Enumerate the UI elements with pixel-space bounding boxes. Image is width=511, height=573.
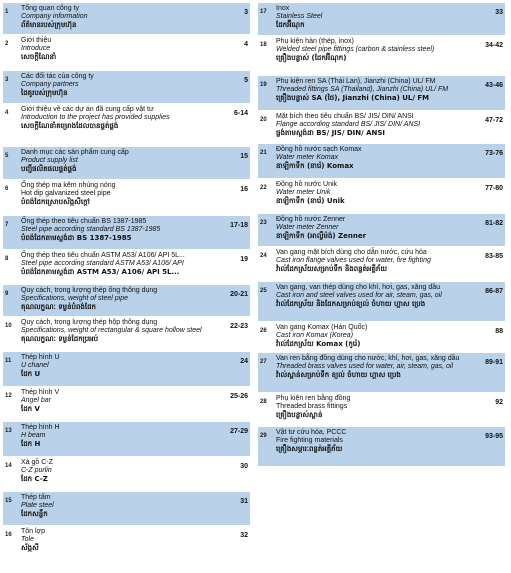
title-khmer: ស័ង្កសី [21,544,39,552]
title-english: Fire fighting materials [276,437,343,444]
entry-number: 29 [260,433,267,439]
title-khmer: វ៉ាល់ស្ពាន់សម្រាប់ទឹក ខ្យល់ ចំហាយ ហ្គាស ប្រេង [276,371,401,379]
title-english: U chanel [21,362,49,369]
toc-entry[interactable] [3,147,250,180]
entry-titles [276,284,477,308]
title-khmer: វ៉ាល់ដែកស្រ័យ និងដែកសម្រាប់ខ្យល់ ចំហាយ ហ្គាស ប្រេង [276,300,426,308]
title-khmer: វ៉ាល់ដែកស្រ័យ Komax (កូរ៉េ) [276,340,361,348]
title-vietnamese: Các đối tác của công ty [21,73,94,80]
page-number: 34-42 [485,42,503,49]
toc-right-column [258,3,505,467]
entry-number: 9 [5,291,9,297]
title-khmer: ដែកអ៊ីណុក [276,21,305,29]
title-english: Plate steel [21,502,54,509]
entry-number: 10 [5,323,12,329]
title-vietnamese: Quy cách, trọng lượng thép ống thông dụng [21,287,158,294]
title-english: Company information [21,13,88,20]
title-khmer: គុណលក្ខណៈ ទម្ងន់ដែកប្រអប់ [21,335,99,343]
title-khmer: នាឡិកាទឹក (អាល្លឺម៉ង់) Zenner [276,232,367,240]
title-vietnamese: Phụ kiện ren SA (Thái Lan), Jianzhi (China) UL/ FM [276,78,436,85]
entry-titles [276,249,477,273]
entry-titles [276,181,477,205]
toc-entry[interactable] [3,250,250,285]
title-english: Angel bar [21,397,51,404]
title-vietnamese: Ống thép mạ kẽm nhúng nóng [21,182,116,189]
title-vietnamese: Van gang, van thép dùng cho khí, hơi, gas, xăng dầu [276,284,441,291]
title-khmer: ដែកសន្លឹក [21,510,48,518]
page-number: 30 [240,463,248,470]
page-number: 5 [244,77,248,84]
title-english: Specifications, weight of steel pipe [21,295,129,302]
page-number: 83-85 [485,253,503,260]
entry-number: 5 [5,153,9,159]
title-english: Introduce [21,45,51,52]
page-number: 17-18 [230,222,248,229]
title-khmer: គុណលក្ខណៈ ទម្ងន់បំពង់ដែក [21,303,96,311]
title-khmer: នាឡិកាទឹក (ខារ៉េ) Unik [276,197,345,205]
title-english: Threaded brass fittings [276,403,348,410]
title-english: Water meter Komax [276,154,339,161]
toc-left-column [3,3,250,557]
entry-number: 23 [260,220,267,226]
toc-entry[interactable] [258,3,505,36]
entry-number: 26 [260,328,267,334]
title-english: Tole [21,536,34,543]
entry-number: 17 [260,9,267,15]
title-vietnamese: Phụ kiện ren bằng đồng [276,395,351,402]
entry-number: 11 [5,358,12,364]
toc-entry[interactable] [258,36,505,76]
page-number: 27-29 [230,428,248,435]
page-number: 32 [240,532,248,539]
entry-number: 18 [260,42,267,48]
title-vietnamese: Đồng hồ nước Zenner [276,216,346,223]
entry-titles [21,319,222,343]
entry-number: 8 [5,256,9,262]
title-vietnamese: Đồng hồ nước sạch Komax [276,146,362,153]
title-vietnamese: Thép hình V [21,389,60,396]
entry-titles [21,106,222,130]
toc-entry[interactable] [3,457,250,492]
toc-entry[interactable] [258,76,505,111]
title-english: Stainless Steel [276,13,323,20]
title-vietnamese: Tôn lợp [21,528,46,535]
title-english: Company partners [21,81,79,88]
entry-titles [21,354,222,378]
toc-entry[interactable] [3,71,250,104]
entry-titles [21,287,222,311]
title-vietnamese: Van gang mặt bích dùng cho dẫn nước, cứu hỏa [276,249,427,256]
entry-titles [21,37,222,61]
title-english: Cast iron Komax (Korea) [276,332,354,339]
title-vietnamese: Ống thép theo tiêu chuẩn ASTM A53/ A106/ API 5L... [21,252,185,259]
entry-number: 1 [5,9,9,15]
title-khmer: ដែក V [21,405,40,413]
page-number: 47-72 [485,117,503,124]
page-number: 25-26 [230,393,248,400]
title-vietnamese: Danh mục các sản phẩm cung cấp [21,149,129,156]
toc-entry[interactable] [258,393,505,427]
title-vietnamese: Tổng quan công ty [21,5,79,12]
page-number: 22-23 [230,323,248,330]
title-khmer: គ្រឿងបន្លាស់ស្ពាន់ [276,411,323,419]
title-khmer: សេចក្តីណែនាំគម្រោងដែលបានផ្គត់ផ្គង់ [21,122,119,130]
entry-number: 25 [260,288,267,294]
title-vietnamese: Xà gồ C-Z [21,459,53,466]
entry-titles [21,73,222,97]
title-vietnamese: Van ren bằng đồng dùng cho nước, khí, hơi, gas, xăng dầu [276,355,460,362]
page-number: 16 [240,186,248,193]
toc-entry[interactable] [3,387,250,422]
entry-number: 20 [260,117,267,123]
title-vietnamese: Thép tấm [21,494,51,501]
entry-number: 15 [5,498,12,504]
title-english: Flange according standard BS/ JIS/ DIN/ ANSI [276,121,421,128]
toc-entry[interactable] [3,35,250,71]
title-khmer: ដៃគូរបស់ក្រុមហ៊ុន [21,89,68,97]
title-khmer: ផ្លង់តាមស្តង់ដា BS/ JIS/ DIN/ ANSI [276,129,386,137]
page-number: 86-87 [485,288,503,295]
entry-number: 4 [5,110,9,116]
entry-titles [276,395,477,419]
title-vietnamese: Thép hình H [21,424,60,431]
toc-entry[interactable] [3,526,250,557]
entry-titles [21,389,222,413]
entry-titles [276,429,477,453]
title-english: Product supply list [21,157,78,164]
entry-titles [21,459,222,483]
title-khmer: គ្រឿងសម្ភារៈពន្លត់អគ្គីភ័យ [276,445,343,453]
entry-titles [276,113,477,137]
toc-entry[interactable] [258,111,505,144]
entry-titles [21,218,222,242]
title-khmer: ដែក H [21,440,41,448]
entry-titles [21,494,222,518]
toc-entry[interactable] [258,427,505,467]
title-khmer: ព័ត៌មានរបស់ក្រុមហ៊ុន [21,21,77,29]
toc-entry[interactable] [258,144,505,179]
page-number: 31 [240,498,248,505]
entry-number: 13 [5,428,12,434]
title-vietnamese: Mặt bích theo tiêu chuẩn BS/ JIS/ DIN/ ANSI [276,113,414,120]
title-khmer: គ្រឿងបន្លាស់ (ដែកអ៊ីណុក) [276,54,347,62]
title-english: Water meter Unik [276,189,331,196]
title-english: Water meter Zenner [276,224,339,231]
toc-entry[interactable] [3,352,250,387]
entry-number: 6 [5,186,9,192]
toc-entry[interactable] [258,322,505,353]
entry-titles [276,355,477,379]
toc-entry[interactable] [3,3,250,35]
title-vietnamese: Giới thiệu [21,37,52,44]
entry-titles [21,5,222,29]
title-english: Steel pipe according standard BS 1387-1985 [21,226,161,233]
entry-number: 24 [260,253,267,259]
page-number: 33 [495,9,503,16]
title-english: H beam [21,432,46,439]
entry-titles [276,78,477,102]
entry-titles [21,182,222,206]
title-khmer: បំពង់ដែកតាមស្តង់ដា ASTM A53/ A106/ API 5L... [21,268,180,276]
title-english: Welded steel pipe fittings (carbon & stainless steel) [276,46,435,53]
entry-titles [21,252,222,276]
title-vietnamese: Vật tư cứu hỏa, PCCC [276,429,347,436]
title-khmer: ដែក U [21,370,41,378]
page-number: 73-76 [485,150,503,157]
toc-entry[interactable] [258,282,505,322]
entry-number: 12 [5,393,12,399]
page-number: 4 [244,41,248,48]
page-number: 24 [240,358,248,365]
title-khmer: ដែក C-Z [21,475,48,483]
entry-titles [21,528,222,552]
title-english: Threaded fittings SA (Thailand), Jianzhi (China) UL/ FM [276,86,449,93]
entry-number: 2 [5,41,9,47]
title-english: Hot dip galvanized steel pipe [21,190,111,197]
page-number: 89-91 [485,359,503,366]
title-vietnamese: Giới thiệu về các dự án đã cung cấp vật tư [21,106,154,113]
title-vietnamese: Quy cách, trọng lượng thép hộp thông dụng [21,319,158,326]
entry-number: 21 [260,150,267,156]
toc-entry[interactable] [3,285,250,317]
title-english: Specifications, weight of rectangular & square hollow steel [21,327,202,334]
toc-entry[interactable] [3,492,250,526]
toc-entry[interactable] [3,422,250,457]
title-english: Threaded brass valves used for water, air, steam, gas, oil [276,363,454,370]
entry-titles [276,146,477,170]
title-vietnamese: Ống thép theo tiêu chuẩn BS 1387-1985 [21,218,147,225]
title-vietnamese: Inox [276,5,290,12]
title-khmer: នាឡិកាទឹក (ខារ៉េ) Komax [276,162,354,170]
title-khmer: វ៉ាល់ដែកស្រ័យសម្រាប់ទឹក និងពន្លត់អគ្គីភ័យ [276,265,388,273]
title-khmer: គ្រឿងបន្លាស់ SA (ថៃ), Jianzhi (China) UL/ FM [276,94,430,102]
page-number: 20-21 [230,291,248,298]
title-english: Cast iron flange valves used for water, fire fighting [276,257,431,264]
title-english: C-Z purlin [21,467,52,474]
toc-entry[interactable] [3,216,250,250]
page-number: 15 [240,153,248,160]
page-number: 19 [240,256,248,263]
page-number: 43-46 [485,82,503,89]
entry-titles [276,5,477,29]
entry-titles [21,149,222,173]
entry-titles [276,324,477,348]
entry-number: 14 [5,463,12,469]
entry-number: 16 [5,532,12,538]
title-english: Introduction to the project has provided supplies [21,114,170,121]
entry-number: 22 [260,185,267,191]
title-vietnamese: Phụ kiện hàn (thép, inox) [276,38,354,45]
entry-number: 7 [5,222,9,228]
toc-entry[interactable] [258,214,505,247]
title-khmer: បំពង់ដែកតាមស្តង់ដា BS 1387-1985 [21,234,132,242]
title-vietnamese: Thép hình U [21,354,60,361]
page-number: 6-14 [233,110,248,117]
title-english: Cast iron and steel valves used for air, steam, gas, oil [276,292,442,299]
page-number: 93-95 [485,433,503,440]
title-english: Steel pipe according standard ASTM A53/ A106/ API [21,260,184,267]
entry-titles [276,38,477,62]
entry-number: 28 [260,399,267,405]
entry-titles [276,216,477,240]
entry-number: 27 [260,359,267,365]
toc-entry[interactable] [3,317,250,352]
entry-number: 19 [260,82,267,88]
page-number: 92 [495,399,503,406]
toc-entry[interactable] [258,247,505,282]
toc-entry[interactable] [3,180,250,216]
title-vietnamese: Đồng hồ nước Unik [276,181,338,188]
page-number: 77-80 [485,185,503,192]
title-vietnamese: Van gang Komax (Hàn Quốc) [276,324,368,331]
toc-entry[interactable] [3,104,250,147]
toc-entry[interactable] [258,353,505,393]
entry-titles [21,424,222,448]
toc-entry[interactable] [258,179,505,214]
page-number: 88 [495,328,503,335]
entry-number: 3 [5,77,9,83]
page-number: 3 [244,9,248,16]
title-khmer: បញ្ជីផលិតផលផ្គត់ផ្គង់ [21,165,77,173]
title-khmer: បំពង់ដែកស្រោបស័ង្កសីក្តៅ [21,198,90,206]
page-number: 81-82 [485,220,503,227]
title-khmer: សេចក្តីណែនាំ [21,53,57,61]
